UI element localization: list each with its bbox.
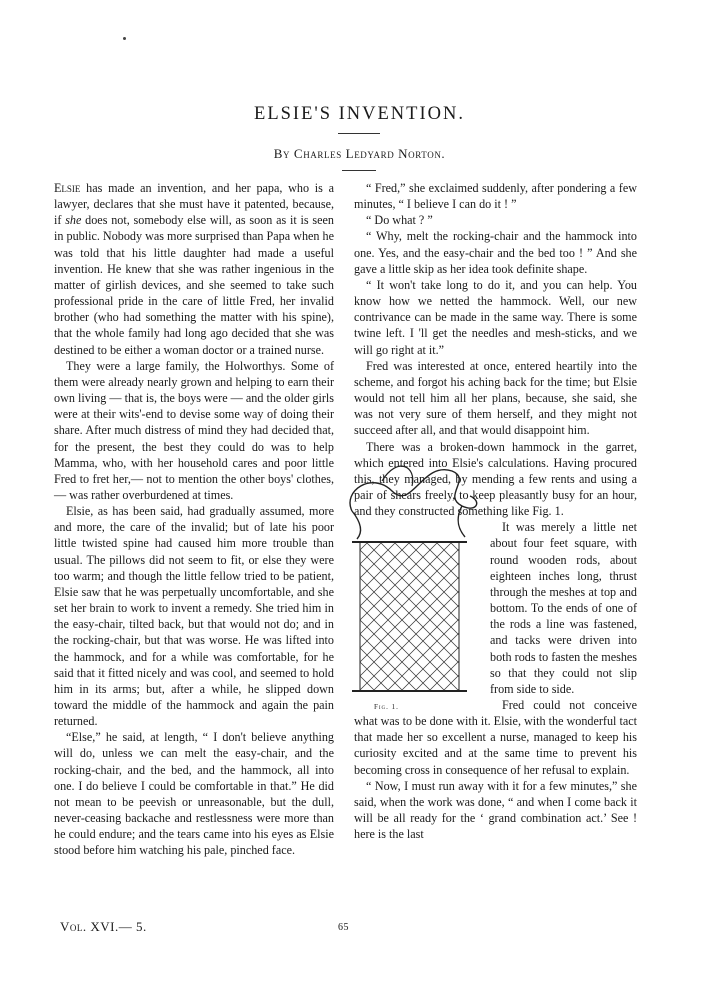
article-byline: By Charles Ledyard Norton.: [273, 146, 446, 161]
net-mesh-line: [360, 543, 437, 620]
net-mesh-line: [381, 543, 459, 621]
figure-1: [342, 451, 482, 712]
net-mesh-line: [360, 591, 459, 690]
paragraph-3: Elsie, as has been said, had gradually assumed, more and more, the care of the invalid; but of late his poor little twisted spine had caused him more trouble than usual. The pillows did not seem to fit, or else they were too warm; and though the little fellow tried to be patient, Elsie saw that he was perpetually uncomfortable, and she set her brain to work to invent a remedy. She tried him in the easy-chair, tilted back, but that would not do; and in the rocking-chair, but that was worse. He was lifted into the hammock, and for a while was comfortable, for he said that it fitted nicely and was cool, and seemed to hold him in its arms; but, after a while, he slipped down toward the middle of the hammock and again the pain returned.: [54, 504, 334, 729]
right-column: [354, 180, 637, 842]
net-mesh-line: [409, 543, 459, 593]
paragraph-text: There was a broken-down hammock in the garret, which entered into Elsie's calculations. Having procured this, they managed, by mending a few rents and using a pair of shears freely, to keep pleasantly busy for an hour, and they constructed something like Fig. 1.: [354, 439, 637, 519]
net-mesh-line: [360, 543, 423, 606]
net-mesh-line: [360, 563, 459, 662]
paragraph-12: Fred could not conceive what was to be done with it. Elsie, with the wonderful tact that made her so excellent a nurse, managed to keep his curiosity excited and at the same time to prevent his becoming cross in consequence of her refusal to explain.: [354, 698, 637, 777]
paragraph-5: “ Fred,” she exclaimed suddenly, after pondering a few minutes, “ I believe I can do it ! ”: [354, 181, 637, 212]
paragraph-7: “ Why, melt the rocking-chair and the hammock into one. Yes, and the easy-chair and the bed too ! ” And she gave a little skip as her idea took definite shape.: [354, 229, 637, 276]
volume-label: Vol. XVI.— 5.: [60, 919, 147, 934]
net-mesh-line: [360, 543, 409, 592]
net-mesh-line: [423, 543, 459, 579]
net-mesh-line: [360, 549, 459, 648]
article-title: ELSIE'S INVENTION.: [254, 104, 465, 124]
net-mesh-line: [374, 605, 459, 690]
paragraph-9: Fred was interested at once, entered heartily into the scheme, and forgot his aching back for the time; but Elsie would not tell him all her plans, because, she said, she was not very sure of them herself, and they might not succeed after all, and that would disappoint him.: [354, 358, 637, 438]
paragraph-11: It was merely a little net about four feet square, with round wooden rods, about eighteen inches long, thrust through the meshes at top and bottom. To the ends of one of the rods a line was fastened, and tacks were driven into both rods to fasten the meshes so that they could not slip from side to side.: [490, 520, 637, 696]
title-rule: [338, 133, 380, 134]
hammock-net-illustration-icon: [342, 451, 482, 711]
figure-caption: Fig. 1.: [374, 703, 399, 712]
net-mesh-line: [402, 633, 459, 690]
paragraph-6: “ Do what ? ”: [366, 213, 433, 228]
net-mesh-line: [444, 675, 459, 690]
left-column: [54, 180, 334, 859]
net-mesh-line: [430, 661, 459, 690]
paragraph-2: They were a large family, the Holworthys. Some of them were already nearly grown and helping to earn their own living — that is, the boys were — and the older girls were at their wits'-end to devise some way of doing their share. After much distress of mind they had decided that, for the present, the best they could do was to help Mamma, who, with her household cares and poor little Fred to fret her,— not to mention the other boys' clothes,— was rather overburdened at times.: [54, 358, 334, 502]
paragraph-4: “Else,” he said, at length, “ I don't believe anything will do, unless we can melt the easy-chair, and the rocking-chair, and the bed, and the hammock, all into one. I do believe I could be comfortable in that.” He did not mean to be peevish or unreasonable, but the dull, never-ceasing backache and restlessness were more than he could endure; and the tears came into his eyes as Elsie stood before him watching his pale, pinched face.: [54, 730, 334, 858]
net-mesh-line: [360, 543, 395, 578]
paragraph-text: does not, somebody else will, as soon as it is seen in public. Nobody was more surprised than Papa when he was told that his little daughter had made a useful invention. He knew that she was rather ingenious in the matter of girlish devices, and she seemed to take such professional pride in the care of little Fred, her invalid brother (who had something the matter with his spine), that the whole family had long ago decided that she was destined to be either a woman doctor or a trained nurse.: [54, 213, 334, 357]
paragraph-1: [54, 180, 334, 358]
page-number: 65: [338, 922, 349, 933]
emphasis: she: [65, 213, 82, 228]
net-mesh-line: [388, 619, 459, 690]
paragraph-text: has made an invention, and her papa, who is a lawyer, declares that she must have it patented, because, if: [54, 181, 334, 228]
net-mesh-line: [360, 577, 459, 676]
paragraph-8: “ It won't take long to do it, and you can help. You know how we netted the hammock. Well, our new contrivance can be made in the same way. There is some twine left. I 'll get the needles and mesh-sticks, and we will go right at it.”: [354, 277, 637, 357]
byline-rule: [342, 170, 376, 171]
paragraph-13: “ Now, I must run away with it for a few minutes,” she said, when the work was done, “ and when I come back it will be all ready for the ‘ grand combination act.’ See ! here is the last: [354, 778, 637, 842]
net-mesh-line: [360, 543, 451, 634]
net-mesh-line: [360, 543, 367, 550]
lead-word: Elsie: [54, 181, 81, 195]
print-speck: [123, 37, 126, 40]
